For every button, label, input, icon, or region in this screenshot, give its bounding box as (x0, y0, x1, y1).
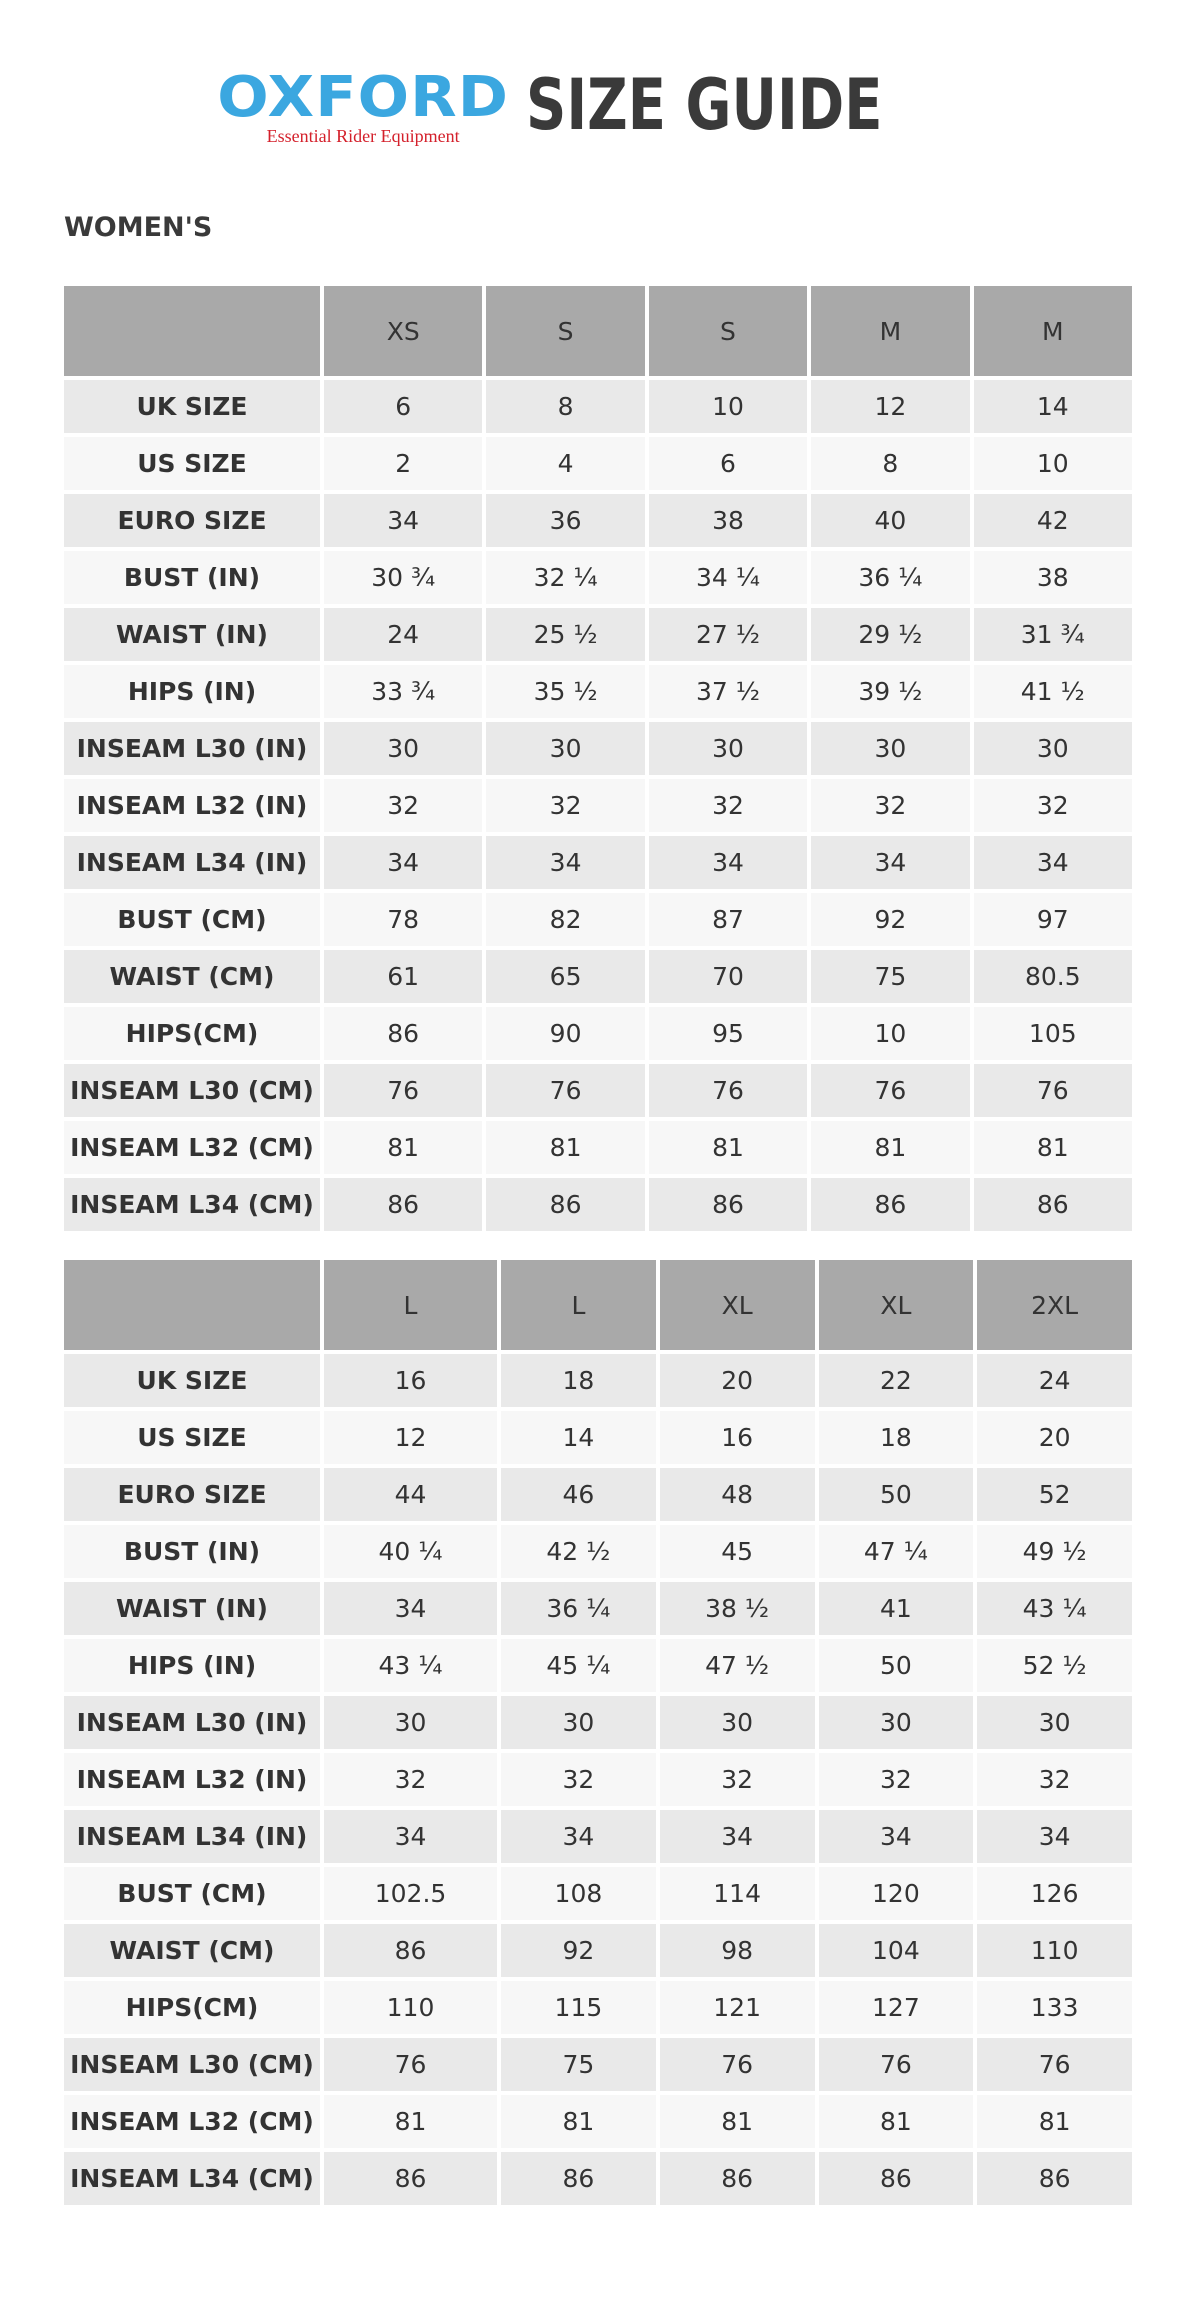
size-table-1 (60, 282, 1136, 1235)
measurement-cell: 86 (811, 1178, 969, 1231)
measurement-cell: 30 (324, 722, 482, 775)
measurement-cell: 30 (819, 1696, 974, 1749)
measurement-cell: 32 (974, 779, 1132, 832)
measurement-cell: 47 ¼ (819, 1525, 974, 1578)
measurement-cell: 8 (811, 437, 969, 490)
measurement-cell: 81 (819, 2095, 974, 2148)
measurement-cell: 36 (486, 494, 644, 547)
size-column-header: L (501, 1260, 656, 1350)
table-row (64, 836, 1132, 889)
table-row (64, 1867, 1132, 1920)
measurement-cell: 49 ½ (977, 1525, 1132, 1578)
measurement-cell: 46 (501, 1468, 656, 1521)
table-row (64, 779, 1132, 832)
table-row (64, 1924, 1132, 1977)
measurement-cell: 34 (501, 1810, 656, 1863)
measurement-cell: 12 (811, 380, 969, 433)
measurement-cell: 44 (324, 1468, 497, 1521)
measurement-cell: 38 ½ (660, 1582, 815, 1635)
measurement-cell: 4 (486, 437, 644, 490)
measurement-cell: 110 (977, 1924, 1132, 1977)
measurement-cell: 34 (324, 836, 482, 889)
measurement-cell: 34 (324, 1582, 497, 1635)
measurement-cell: 25 ½ (486, 608, 644, 661)
measurement-cell: 43 ¼ (324, 1639, 497, 1692)
measurement-cell: 10 (811, 1007, 969, 1060)
measurement-cell: 34 (486, 836, 644, 889)
table-row (64, 1696, 1132, 1749)
measurement-cell: 14 (974, 380, 1132, 433)
table-row (64, 950, 1132, 1003)
measurement-cell: 108 (501, 1867, 656, 1920)
measurement-cell: 20 (977, 1411, 1132, 1464)
table-row (64, 893, 1132, 946)
table-row (64, 1178, 1132, 1231)
size-column-header: XS (324, 286, 482, 376)
measurement-cell: 92 (501, 1924, 656, 1977)
size-column-header: M (811, 286, 969, 376)
measurement-cell: 34 (324, 1810, 497, 1863)
measurement-cell: 97 (974, 893, 1132, 946)
measurement-cell: 42 ½ (501, 1525, 656, 1578)
measurement-cell: 38 (974, 551, 1132, 604)
measurement-cell: 34 (974, 836, 1132, 889)
measurement-cell: 81 (974, 1121, 1132, 1174)
row-label: EURO SIZE (64, 494, 320, 547)
measurement-cell: 76 (486, 1064, 644, 1117)
measurement-cell: 34 ¼ (649, 551, 807, 604)
table-header (64, 1260, 1132, 1350)
measurement-cell: 34 (649, 836, 807, 889)
measurement-cell: 115 (501, 1981, 656, 2034)
measurement-cell: 81 (324, 2095, 497, 2148)
table-row (64, 665, 1132, 718)
measurement-cell: 45 ¼ (501, 1639, 656, 1692)
row-label: BUST (IN) (64, 1525, 320, 1578)
measurement-cell: 86 (324, 1007, 482, 1060)
row-label: US SIZE (64, 437, 320, 490)
measurement-cell: 76 (811, 1064, 969, 1117)
measurement-cell: 110 (324, 1981, 497, 2034)
header-row (64, 1260, 1132, 1350)
measurement-cell: 95 (649, 1007, 807, 1060)
size-column-header: M (974, 286, 1132, 376)
measurement-cell: 41 (819, 1582, 974, 1635)
measurement-cell: 48 (660, 1468, 815, 1521)
row-label: WAIST (CM) (64, 950, 320, 1003)
logo-tagline: Essential Rider Equipment (266, 126, 460, 146)
measurement-cell: 90 (486, 1007, 644, 1060)
measurement-cell: 32 (649, 779, 807, 832)
measurement-cell: 30 (660, 1696, 815, 1749)
measurement-cell: 52 ½ (977, 1639, 1132, 1692)
measurement-cell: 76 (660, 2038, 815, 2091)
size-column-header: XL (660, 1260, 815, 1350)
measurement-cell: 10 (649, 380, 807, 433)
measurement-cell: 104 (819, 1924, 974, 1977)
measurement-cell: 86 (660, 2152, 815, 2205)
row-label: INSEAM L30 (CM) (64, 1064, 320, 1117)
table-row (64, 2152, 1132, 2205)
measurement-cell: 34 (324, 494, 482, 547)
measurement-cell: 6 (324, 380, 482, 433)
measurement-cell: 82 (486, 893, 644, 946)
size-column-header: S (486, 286, 644, 376)
measurement-cell: 86 (819, 2152, 974, 2205)
table-row (64, 1468, 1132, 1521)
measurement-cell: 86 (649, 1178, 807, 1231)
size-column-header: 2XL (977, 1260, 1132, 1350)
measurement-cell: 98 (660, 1924, 815, 1977)
measurement-cell: 8 (486, 380, 644, 433)
measurement-cell: 10 (974, 437, 1132, 490)
table-row (64, 1753, 1132, 1806)
measurement-cell: 42 (974, 494, 1132, 547)
measurement-cell: 30 ¾ (324, 551, 482, 604)
measurement-cell: 81 (324, 1121, 482, 1174)
measurement-cell: 30 (324, 1696, 497, 1749)
measurement-cell: 24 (324, 608, 482, 661)
measurement-cell: 81 (811, 1121, 969, 1174)
measurement-cell: 32 (811, 779, 969, 832)
row-label: US SIZE (64, 1411, 320, 1464)
measurement-cell: 80.5 (974, 950, 1132, 1003)
measurement-cell: 32 (324, 779, 482, 832)
measurement-cell: 133 (977, 1981, 1132, 2034)
measurement-cell: 76 (977, 2038, 1132, 2091)
measurement-cell: 75 (501, 2038, 656, 2091)
measurement-cell: 30 (974, 722, 1132, 775)
measurement-cell: 20 (660, 1354, 815, 1407)
measurement-cell: 40 (811, 494, 969, 547)
measurement-cell: 33 ¾ (324, 665, 482, 718)
table-body (64, 1354, 1132, 2205)
table-row (64, 380, 1132, 433)
row-label: INSEAM L30 (CM) (64, 2038, 320, 2091)
row-label: BUST (CM) (64, 1867, 320, 1920)
logo-wordmark: OXFORD (217, 65, 510, 130)
table-header (64, 286, 1132, 376)
measurement-cell: 92 (811, 893, 969, 946)
row-label: INSEAM L34 (IN) (64, 1810, 320, 1863)
section-title: WOMEN'S (64, 212, 213, 243)
measurement-cell: 87 (649, 893, 807, 946)
row-label: INSEAM L32 (IN) (64, 779, 320, 832)
table-row (64, 2038, 1132, 2091)
row-label: WAIST (CM) (64, 1924, 320, 1977)
measurement-cell: 81 (649, 1121, 807, 1174)
measurement-cell: 29 ½ (811, 608, 969, 661)
measurement-cell: 70 (649, 950, 807, 1003)
row-label: INSEAM L32 (CM) (64, 2095, 320, 2148)
measurement-cell: 27 ½ (649, 608, 807, 661)
row-label: BUST (IN) (64, 551, 320, 604)
measurement-cell: 86 (324, 2152, 497, 2205)
table-row (64, 1354, 1132, 1407)
page-title: SIZE GUIDE (526, 64, 883, 146)
measurement-cell: 18 (819, 1411, 974, 1464)
measurement-cell: 30 (501, 1696, 656, 1749)
row-label: INSEAM L34 (IN) (64, 836, 320, 889)
row-label: HIPS (IN) (64, 1639, 320, 1692)
measurement-cell: 30 (977, 1696, 1132, 1749)
table-row (64, 1981, 1132, 2034)
measurement-cell: 40 ¼ (324, 1525, 497, 1578)
table-row (64, 437, 1132, 490)
measurement-cell: 86 (324, 1924, 497, 1977)
row-label: HIPS (IN) (64, 665, 320, 718)
size-column-header: S (649, 286, 807, 376)
measurement-cell: 32 (324, 1753, 497, 1806)
table-row (64, 1582, 1132, 1635)
measurement-cell: 76 (324, 2038, 497, 2091)
measurement-cell: 16 (324, 1354, 497, 1407)
row-label: WAIST (IN) (64, 608, 320, 661)
row-label: HIPS(CM) (64, 1007, 320, 1060)
measurement-cell: 102.5 (324, 1867, 497, 1920)
measurement-cell: 65 (486, 950, 644, 1003)
oxford-logo (217, 65, 510, 146)
row-label: UK SIZE (64, 1354, 320, 1407)
measurement-cell: 105 (974, 1007, 1132, 1060)
header-corner-cell (64, 286, 320, 376)
measurement-cell: 121 (660, 1981, 815, 2034)
header-corner-cell (64, 1260, 320, 1350)
measurement-cell: 61 (324, 950, 482, 1003)
measurement-cell: 34 (819, 1810, 974, 1863)
measurement-cell: 81 (977, 2095, 1132, 2148)
measurement-cell: 38 (649, 494, 807, 547)
header-row (64, 286, 1132, 376)
measurement-cell: 75 (811, 950, 969, 1003)
measurement-cell: 76 (324, 1064, 482, 1117)
measurement-cell: 86 (486, 1178, 644, 1231)
measurement-cell: 35 ½ (486, 665, 644, 718)
measurement-cell: 81 (660, 2095, 815, 2148)
table-row (64, 608, 1132, 661)
measurement-cell: 86 (324, 1178, 482, 1231)
measurement-cell: 32 (977, 1753, 1132, 1806)
measurement-cell: 31 ¾ (974, 608, 1132, 661)
measurement-cell: 2 (324, 437, 482, 490)
table-row (64, 1411, 1132, 1464)
measurement-cell: 81 (486, 1121, 644, 1174)
measurement-cell: 86 (501, 2152, 656, 2205)
row-label: BUST (CM) (64, 893, 320, 946)
table-body (64, 380, 1132, 1231)
measurement-cell: 22 (819, 1354, 974, 1407)
measurement-cell: 32 (660, 1753, 815, 1806)
table-row (64, 1121, 1132, 1174)
table-row (64, 494, 1132, 547)
measurement-cell: 50 (819, 1468, 974, 1521)
measurement-cell: 30 (811, 722, 969, 775)
measurement-cell: 36 ¼ (811, 551, 969, 604)
measurement-cell: 47 ½ (660, 1639, 815, 1692)
measurement-cell: 34 (811, 836, 969, 889)
table-row (64, 722, 1132, 775)
measurement-cell: 43 ¼ (977, 1582, 1132, 1635)
measurement-cell: 76 (649, 1064, 807, 1117)
measurement-cell: 39 ½ (811, 665, 969, 718)
measurement-cell: 24 (977, 1354, 1132, 1407)
row-label: INSEAM L30 (IN) (64, 722, 320, 775)
measurement-cell: 14 (501, 1411, 656, 1464)
table-row (64, 1064, 1132, 1117)
table-row (64, 1639, 1132, 1692)
measurement-cell: 30 (649, 722, 807, 775)
measurement-cell: 41 ½ (974, 665, 1132, 718)
row-label: INSEAM L34 (CM) (64, 1178, 320, 1231)
measurement-cell: 16 (660, 1411, 815, 1464)
measurement-cell: 32 (486, 779, 644, 832)
size-table-2 (60, 1256, 1136, 2209)
measurement-cell: 86 (974, 1178, 1132, 1231)
size-column-header: XL (819, 1260, 974, 1350)
row-label: INSEAM L30 (IN) (64, 1696, 320, 1749)
row-label: UK SIZE (64, 380, 320, 433)
measurement-cell: 34 (977, 1810, 1132, 1863)
measurement-cell: 126 (977, 1867, 1132, 1920)
measurement-cell: 127 (819, 1981, 974, 2034)
measurement-cell: 32 ¼ (486, 551, 644, 604)
measurement-cell: 81 (501, 2095, 656, 2148)
measurement-cell: 32 (819, 1753, 974, 1806)
table-row (64, 1007, 1132, 1060)
measurement-cell: 52 (977, 1468, 1132, 1521)
measurement-cell: 45 (660, 1525, 815, 1578)
table-row (64, 2095, 1132, 2148)
measurement-cell: 120 (819, 1867, 974, 1920)
row-label: INSEAM L32 (CM) (64, 1121, 320, 1174)
table-row (64, 1525, 1132, 1578)
page-header (0, 64, 1200, 160)
measurement-cell: 114 (660, 1867, 815, 1920)
measurement-cell: 86 (977, 2152, 1132, 2205)
measurement-cell: 34 (660, 1810, 815, 1863)
table-row (64, 1810, 1132, 1863)
row-label: INSEAM L34 (CM) (64, 2152, 320, 2205)
measurement-cell: 78 (324, 893, 482, 946)
size-column-header: L (324, 1260, 497, 1350)
row-label: EURO SIZE (64, 1468, 320, 1521)
measurement-cell: 36 ¼ (501, 1582, 656, 1635)
measurement-cell: 32 (501, 1753, 656, 1806)
row-label: INSEAM L32 (IN) (64, 1753, 320, 1806)
table-row (64, 551, 1132, 604)
measurement-cell: 50 (819, 1639, 974, 1692)
measurement-cell: 30 (486, 722, 644, 775)
measurement-cell: 6 (649, 437, 807, 490)
row-label: WAIST (IN) (64, 1582, 320, 1635)
measurement-cell: 12 (324, 1411, 497, 1464)
measurement-cell: 76 (819, 2038, 974, 2091)
measurement-cell: 18 (501, 1354, 656, 1407)
measurement-cell: 37 ½ (649, 665, 807, 718)
row-label: HIPS(CM) (64, 1981, 320, 2034)
measurement-cell: 76 (974, 1064, 1132, 1117)
